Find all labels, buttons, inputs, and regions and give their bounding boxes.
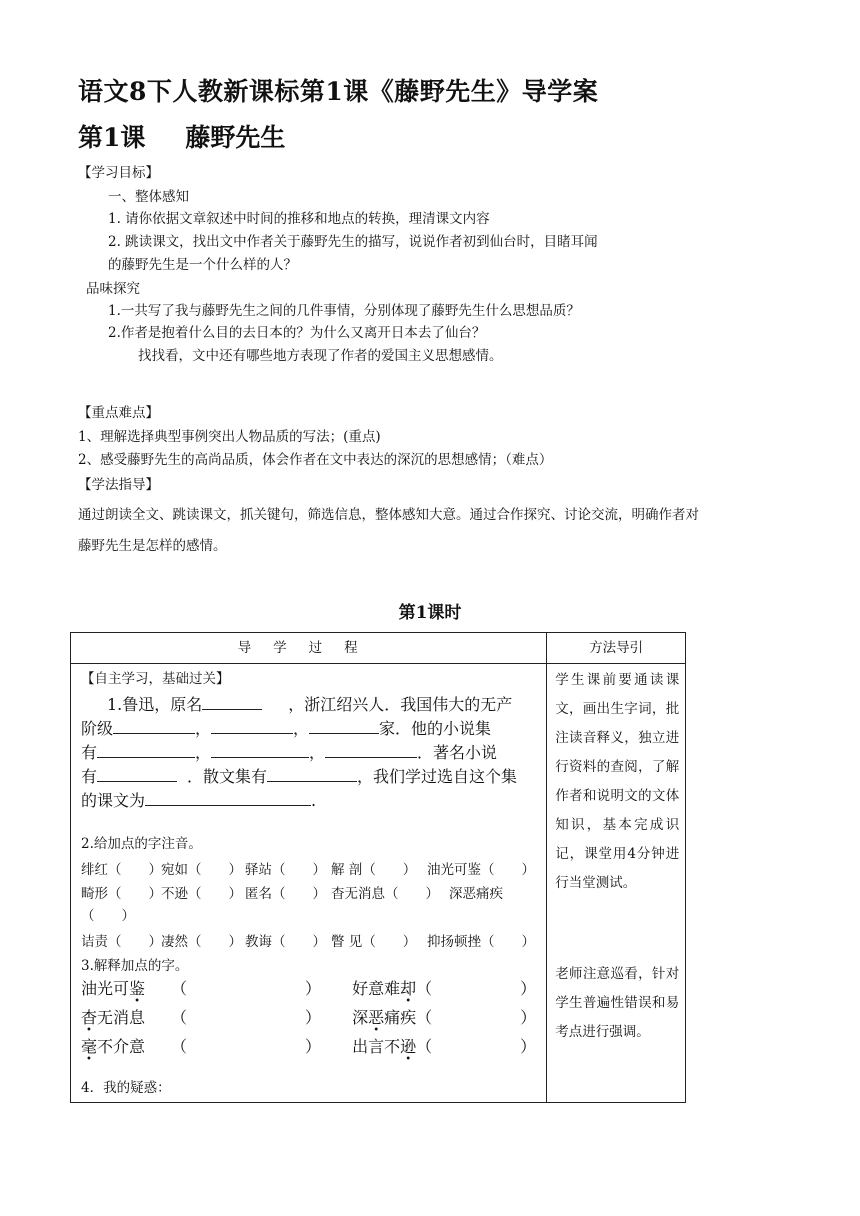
objectives-item1: 1. 请你依据文章叙述中时间的推移和地点的转换，理清课文内容 [108,211,490,227]
difficulty-heading: 【重点难点】 [78,405,159,421]
q1-line2: 阶级 ， ， 家．他的小说集 [81,719,492,738]
q2-row2-cont: （ ） [81,908,135,924]
document-title: 语文8下人教新课标第1课《藤野先生》导学案 [78,77,599,106]
blank[interactable] [211,718,293,734]
blank-original-name[interactable] [202,694,262,710]
blank[interactable] [309,718,379,734]
q1-line1: 1.鲁迅，原名 ，浙江绍兴人．我国伟大的无产 [107,695,513,714]
objectives-item2a: 2. 跳读课文，找出文中作者关于藤野先生的描写，说说作者初到仙台时，目睹耳闻 [108,234,598,250]
blank[interactable] [113,718,195,734]
q1-line4: 有 ．散文集有 ，我们学过选自这个集 [81,767,518,786]
session-title: 第1课时 [398,603,462,623]
q3-title: 3.解释加点的字。 [81,958,189,974]
lesson-name: 藤野先生 [185,123,286,152]
self-study-label: 【自主学习，基础过关】 [81,671,230,687]
objectives-q3: 找找看，文中还有哪些地方表现了作者的爱国主义思想感情。 [138,348,503,364]
guide-text-preview: 学生课前要通读课文，画出生字词，批注读音释义，独立进行资料的查阅，了解作者和说明文的文体知识，基本完成识记，课堂用4分钟进行当堂测试。 [555,672,680,891]
objectives-q2: 2.作者是抱着什么目的去日本的？为什么又离开日本去了仙台？ [108,325,486,341]
method-heading: 【学法指导】 [78,477,159,493]
blank[interactable] [97,742,195,758]
objectives-q1: 1.一共写了我与藤野先生之间的几件事情，分别体现了藤野先生什么思想品质？ [108,303,580,319]
lesson-heading [78,118,285,154]
difficulty-item1: 1、理解选择典型事例突出人物品质的写法；(重点) [78,429,381,445]
q1-line5: 的课文为 . [81,791,317,810]
process-cell [71,664,547,1103]
objectives-heading: 【学习目标】 [78,165,159,181]
q2-row2: 畸形（ ）不逊（ ） 匿名（ ） 杳无消息（ ） 深恶痛疾 [81,886,503,902]
blank[interactable] [145,790,311,806]
guide-column-header: 方法导引 [547,633,686,664]
q3-row: 油光可鉴 （ ） 好意难却（ ） [81,979,537,998]
q3-row: 毫不介意 （ ） 出言不逊（ ） [81,1037,537,1056]
q2-title: 2.给加点的字注音。 [81,836,202,852]
guide-cell [547,664,686,1103]
process-column-header: 导学过程 [71,633,547,664]
q4-doubt: 4．我的疑惑： [81,1080,171,1096]
q3-row: 杳无消息 （ ） 深恶痛疾（ ） [81,1008,537,1027]
method-line1: 通过朗读全文、跳读课文，抓关键句，筛选信息，整体感知大意。通过合作探究、讨论交流，明确作者对 [78,507,699,523]
difficulty-item2: 2、感受藤野先生的高尚品质，体会作者在文中表达的深沉的思想感情；（难点） [78,452,553,468]
blank[interactable] [267,766,357,782]
lesson-label: 第1课 [78,123,146,152]
method-line2: 藤野先生是怎样的感情。 [78,538,227,554]
objectives-item2b: 的藤野先生是一个什么样的人？ [108,257,297,273]
blank[interactable] [97,766,177,782]
objectives-part2: 品味探究 [86,281,140,297]
q2-row3: 诘责（ ）凄然（ ） 教诲（ ） 瞥 见（ ） 抑扬顿挫（ ） [81,934,535,950]
q1-line3: 有 ， ， ．著名小说 [81,743,498,762]
blank[interactable] [325,742,417,758]
guide-text-teacher: 老师注意巡看，针对学生普遍性错误和易考点进行强调。 [555,966,680,1040]
blank[interactable] [211,742,309,758]
q2-row1: 绯红（ ）宛如（ ） 驿站（ ） 解 剖（ ） 油光可鉴（ ） [81,862,535,878]
objectives-part1: 一、整体感知 [108,189,189,205]
lesson-table [70,632,686,1103]
